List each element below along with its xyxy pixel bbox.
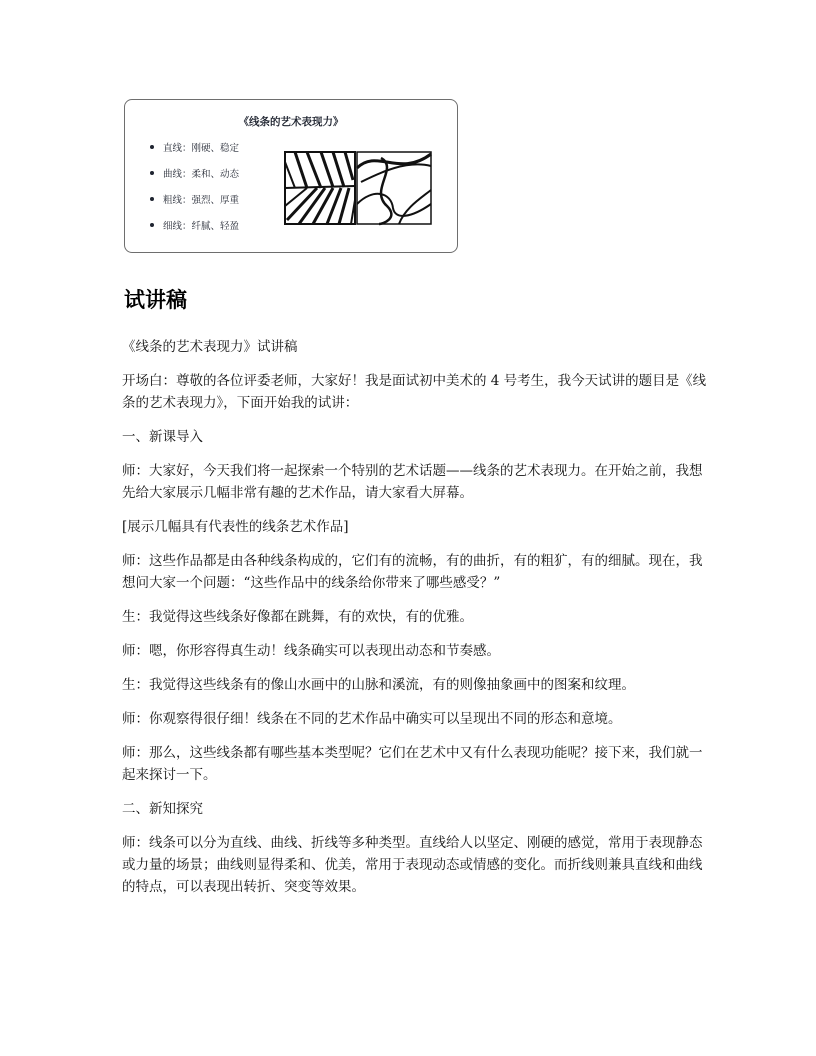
section-heading-exploration: 二、新知探究 — [122, 801, 203, 817]
section-heading-intro: 一、新课导入 — [122, 429, 203, 445]
paragraph-teacher-intro: 师：大家好，今天我们将一起探索一个特别的艺术话题——线条的艺术表现力。在开始之前，我想先给大家展示几幅非常有趣的艺术作品，请大家看大屏幕。 — [122, 463, 703, 501]
slide-bullet-curved-line: 曲线：柔和、动态 — [163, 166, 239, 180]
paragraph-teacher-transition: 师：那么，这些线条都有哪些基本类型呢？它们在艺术中又有什么表现功能呢？接下来，我们就一起来探讨一下。 — [122, 745, 703, 783]
paragraph-student-answer-2: 生：我觉得这些线条有的像山水画中的山脉和溪流，有的则像抽象画中的图案和纹理。 — [122, 677, 635, 693]
paragraph-stage-direction: [展示几幅具有代表性的线条艺术作品] — [122, 519, 349, 535]
slide-title: 《线条的艺术表现力》 — [238, 116, 344, 128]
slide-bullet-thick-line: 粗线：强烈、厚重 — [163, 192, 239, 206]
slide-bullet-thin-line: 细线：纤腻、轻盈 — [163, 218, 239, 232]
straight-lines-panel — [285, 152, 355, 224]
paragraph-opening: 开场白：尊敬的各位评委老师，大家好！我是面试初中美术的 4 号考生，我今天试讲的题目是《线条的艺术表现力》，下面开始我的试讲： — [122, 373, 707, 411]
slide-bullet-straight-line: 直线：刚硬、稳定 — [163, 140, 239, 154]
line-art-illustration — [281, 148, 436, 228]
paragraph-teacher-response-2: 师：你观察得很仔细！线条在不同的艺术作品中确实可以呈现出不同的形态和意境。 — [122, 711, 622, 727]
curved-lines-panel — [357, 152, 431, 224]
document-heading: 试讲稿 — [124, 288, 187, 312]
document-body — [122, 336, 707, 910]
paragraph-line-types: 师：线条可以分为直线、曲线、折线等多种类型。直线给人以坚定、刚硬的感觉，常用于表现静态或力量的场景；曲线则显得柔和、优美，常用于表现动态或情感的变化。而折线则兼具直线和曲线的特点，可以表现出转折、突变等效果。 — [122, 835, 703, 895]
slide-thumbnail — [124, 99, 458, 253]
paragraph-student-answer-1: 生：我觉得这些线条好像都在跳舞，有的欢快，有的优雅。 — [122, 609, 473, 625]
paragraph-teacher-response-1: 师：嗯，你形容得真生动！线条确实可以表现出动态和节奏感。 — [122, 643, 500, 659]
paragraph-teacher-question: 师：这些作品都是由各种线条构成的，它们有的流畅，有的曲折，有的粗犷，有的细腻。现在，我想问大家一个问题：“这些作品中的线条给你带来了哪些感受？” — [122, 553, 703, 591]
paragraph-title-line: 《线条的艺术表现力》试讲稿 — [122, 339, 298, 355]
